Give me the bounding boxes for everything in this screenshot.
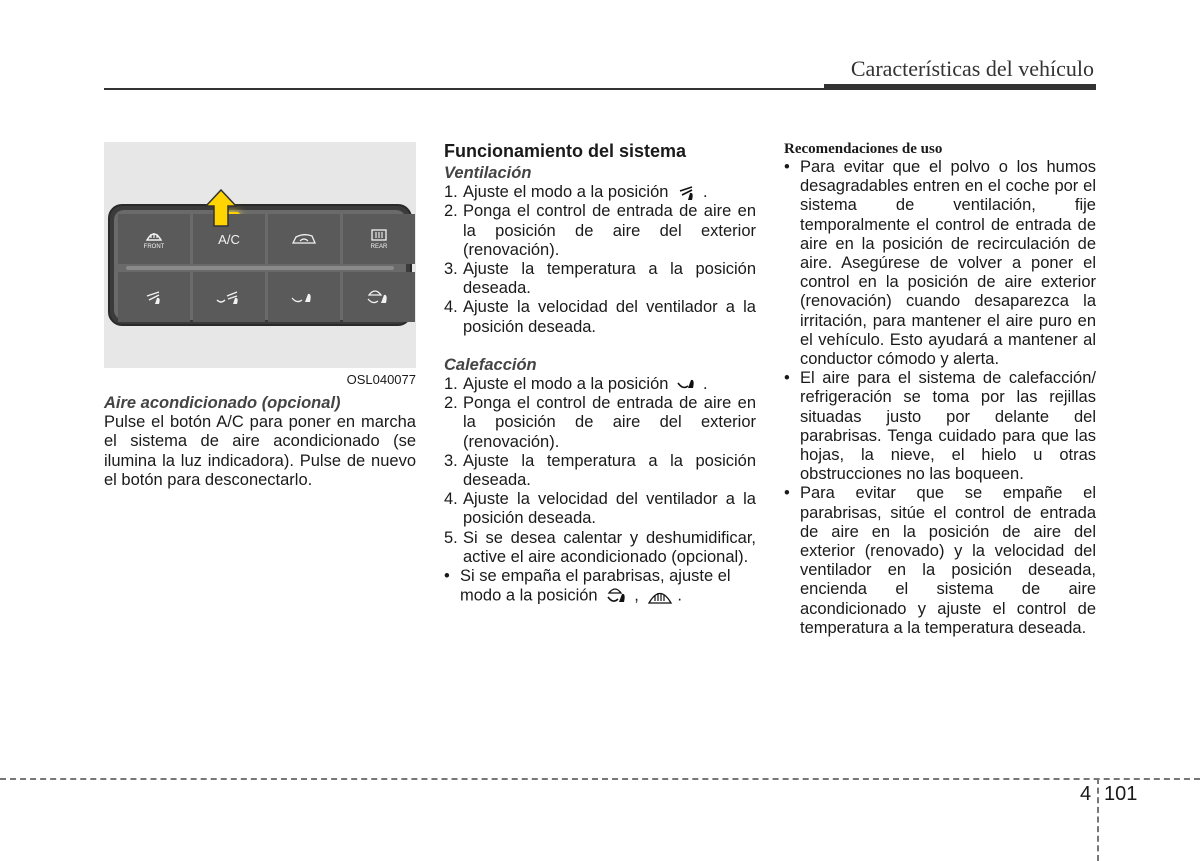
ac-paragraph: Pulse el botón A/C para poner en marcha el sistema de aire acondicionado (se ilumina la luz indicadora). Pulse de nuevo el botón para desconectarlo. [104, 413, 416, 489]
heating-step: 5. Si se desea calentar y deshumidificar, active el aire acondicionado (opcional). [444, 528, 756, 566]
section-title: Funcionamiento del sistema [444, 141, 687, 161]
recommendation-item: • El aire para el sistema de calefacción/ refrigeración se toma por las rejillas situadas justo por delante del parabrisas. Tenga cuidado para que las hojas, la nieve, el hielo u otras obstrucciones no las boqueen. [784, 369, 1096, 484]
ventilation-subtitle: Ventilación [444, 164, 532, 182]
column-3 [784, 140, 1096, 638]
defrost-mode-icon [647, 586, 673, 606]
climate-control-figure [104, 142, 416, 368]
heating-step: 3. Ajuste la temperatura a la posición deseada. [444, 451, 756, 490]
vent-floor-mode-icon [677, 377, 699, 393]
vent-bilevel-icon [215, 288, 243, 306]
ventilation-step: 3. Ajuste la temperatura a la posición deseada. [444, 260, 756, 298]
heating-step: • Si se empaña el parabrisas, ajuste el modo a la posición , . [444, 567, 731, 605]
heating-subtitle: Calefacción [444, 355, 537, 374]
heating-step: 2. Ponga el control de entrada de aire en la posición de aire del exterior (renovación). [444, 394, 756, 451]
climate-control-panel [108, 204, 412, 326]
header-tab-bar [824, 84, 1096, 90]
ac-label: A/C [218, 231, 240, 247]
defrost-rear-icon [371, 229, 387, 242]
heating-step: 4. Ajuste la velocidad del ventilador a la posición deseada. [444, 490, 756, 528]
column-2 [444, 140, 756, 606]
vent-floor-button [268, 272, 340, 322]
footer-rule [0, 778, 1200, 780]
vent-floor-defrost-icon [365, 287, 393, 307]
rear-defrost-button [343, 214, 415, 264]
ventilation-step: 4. Ajuste la velocidad del ventilador a la posición deseada. [444, 298, 756, 336]
defrost-front-icon [145, 228, 163, 242]
vent-floor-defrost-button [343, 272, 415, 322]
ventilation-step: 2. Ponga el control de entrada de aire en la posición de aire del exterior (renovación). [444, 202, 756, 259]
vent-bilevel-button [193, 272, 265, 322]
arrow-up-icon [204, 188, 238, 228]
figure-code: OSL040077 [346, 372, 416, 387]
ac-subtitle: Aire acondicionado (opcional) [104, 394, 341, 412]
vent-floor-icon [290, 288, 318, 306]
panel-divider [126, 266, 394, 270]
recommendation-item: • Para evitar que el polvo o los humos desagradables entren en el coche por el sistema de ventilación, fije temporalmente el control de entrada de aire en la posición de recirculación de aire. Asegúrese de volver a poner el control en la posición de aire exterior (renovación) cuando desaparezca la irritación, para mantener el aire puro en el vehículo. Esto ayudará a mantener al conductor cómodo y alerta. [784, 158, 1096, 369]
vent-floor-defrost-mode-icon [606, 586, 630, 606]
rear-label: REAR [370, 243, 388, 250]
vent-face-mode-icon [677, 184, 699, 202]
vent-face-icon [143, 288, 165, 306]
footer-divider [1097, 778, 1099, 861]
front-label: FRONT [143, 244, 165, 250]
ventilation-step: 1. Ajuste el modo a la posición . [444, 183, 708, 202]
vent-face-button [118, 272, 190, 322]
chapter-number: 4 [1080, 783, 1092, 805]
page-number: 101 [1104, 783, 1138, 805]
recirculation-button [268, 214, 340, 264]
recommendations-title: Recomendaciones de uso [784, 141, 943, 157]
front-defrost-button [118, 214, 190, 264]
page-header-title: Características del vehículo [850, 56, 1094, 81]
heating-step: 1. Ajuste el modo a la posición . [444, 375, 708, 394]
recommendation-item: • Para evitar que se empañe el parabrisas, sitúe el control de entrada de aire en la posición de aire del exterior (renovado) y la velocidad del ventilador en la posición deseada, encienda el sistema de aire acondicionado y ajuste el control de temperatura a la temperatura deseada. [784, 484, 1096, 637]
column-1 [104, 394, 416, 490]
recirculation-icon [291, 232, 317, 246]
